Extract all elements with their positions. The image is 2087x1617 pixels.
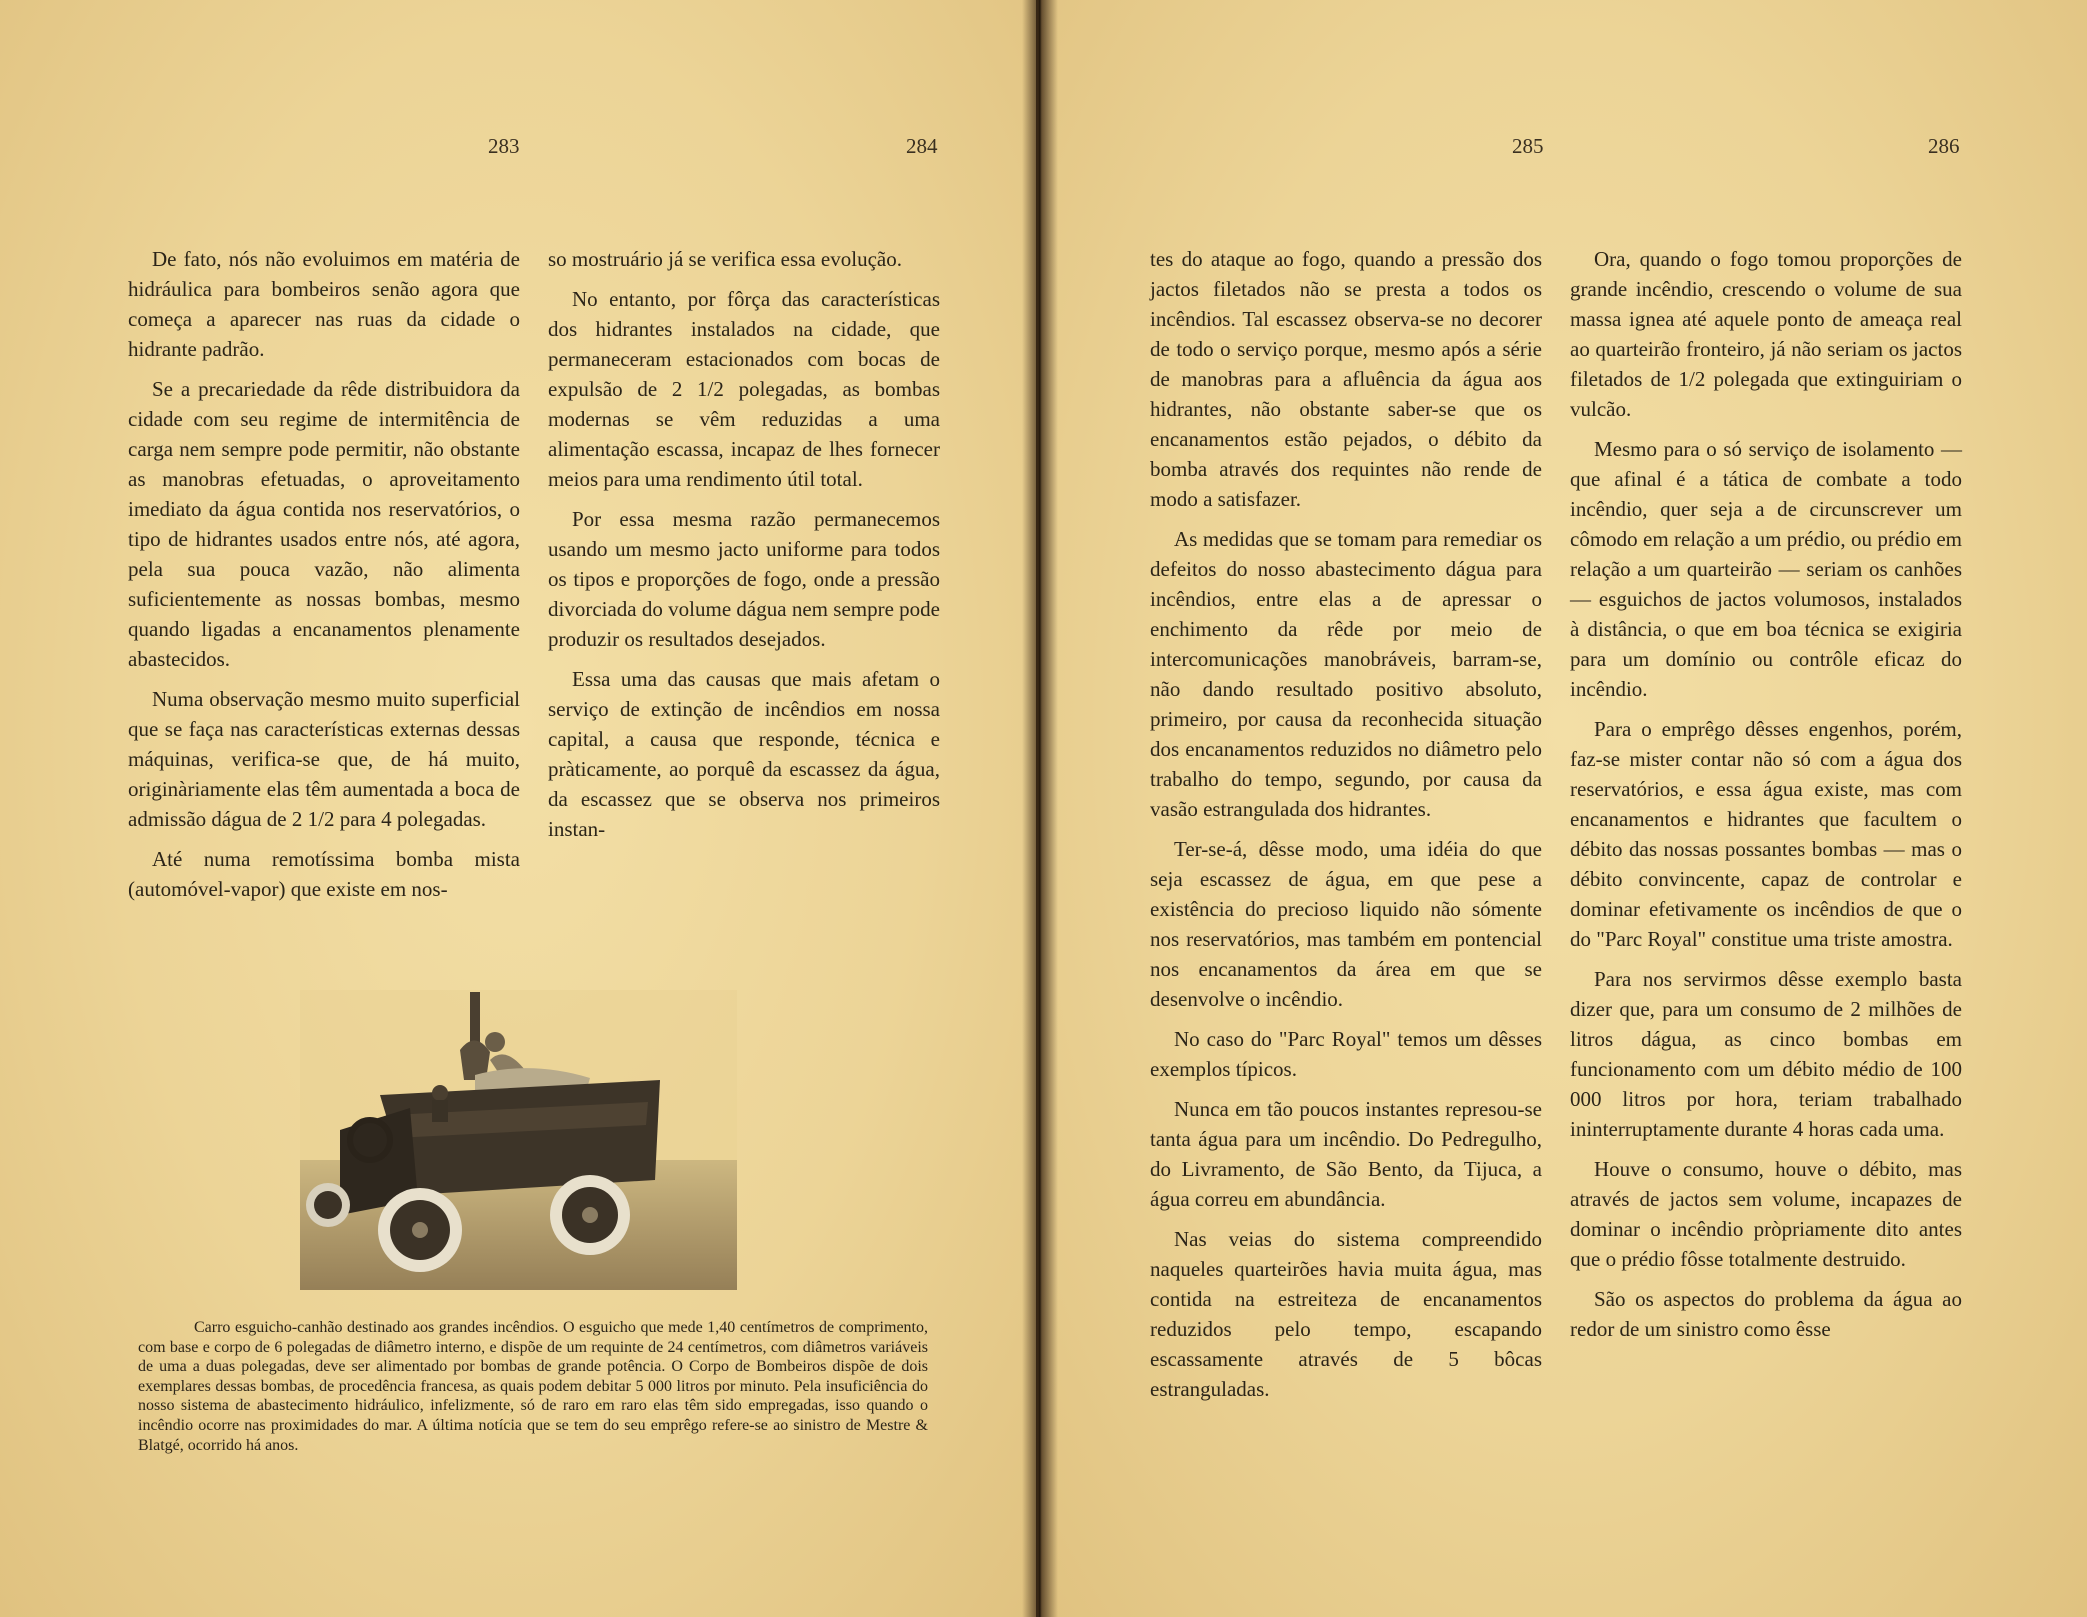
paragraph: Mesmo para o só serviço de isolamento — que afinal é a tática de combate a todo incêndio, quer seja a de circunscrever um cômodo em relação a um prédio, ou prédio em relação a um quarteirão — seriam os canhões — esguichos de jactos volumosos, instalados à distância, o que em boa técnica se exigiria para um domínio ou contrôle eficaz do incêndio. <box>1570 437 1962 701</box>
page-number-283: 283 <box>488 134 520 158</box>
paragraph: No entanto, por fôrça das características dos hidrantes instalados na cidade, que permaneceram estacionados com bocas de expulsão de 2 1/2 polegadas, as bombas modernas se vêm reduzidas a uma alimentação escassa, incapaz de lhes fornecer meios para uma rendimento útil total. <box>548 287 940 491</box>
column-page-286 <box>1570 244 1962 1354</box>
paragraph-continuation: tes do ataque ao fogo, quando a pressão dos jactos filetados não se presta a todos os incêndios. Tal escassez observa-se no decorer de todo o serviço porque, mesmo após a série de manobras para a afluência da água aos hidrantes, não obstante saber-se que os encanamentos estão pejados, o débito da bomba através dos requintes não rende de modo a satisfazer. <box>1150 247 1542 511</box>
paragraph: Nas veias do sistema compreendido naqueles quarteirões havia muita água, mas contida na estreiteza de encanamentos reduzidos pelo tempo, escapando escassamente através de 5 bôcas estranguladas. <box>1150 1227 1542 1401</box>
paragraph: Até numa remotíssima bomba mista (automóvel-vapor) que existe em nos- <box>128 847 520 901</box>
column-page-284 <box>548 244 940 854</box>
page-number-285: 285 <box>1512 134 1544 158</box>
paragraph: De fato, nós não evoluimos em matéria de hidráulica para bombeiros senão agora que começa a aparecer nas ruas da cidade o hidrante padrão. <box>128 247 520 361</box>
column-page-283 <box>128 244 520 914</box>
paragraph: Ora, quando o fogo tomou proporções de grande incêndio, crescendo o volume de sua massa ignea até aquele ponto de ameaça real ao quarteirão fronteiro, já não seriam os jactos filetados de 1/2 polegada que extinguiriam o vulcão. <box>1570 247 1962 421</box>
fire-truck-illustration <box>300 990 737 1290</box>
paragraph: Ter-se-á, dêsse modo, uma idéia do que seja escassez de água, em que pese a existência do precioso liquido não sómente nos reservatórios, mas também em pontencial nos encanamentos da área em que se desenvolve o incêndio. <box>1150 837 1542 1011</box>
book-gutter <box>1022 0 1058 1617</box>
caption-text: Carro esguicho-canhão destinado aos grandes incêndios. O esguicho que mede 1,40 centímetros de comprimento, com base e corpo de 6 polegadas de diâmetro interno, e dispõe de um requinte de 24 centímetros, com diâmetros variáveis de uma a duas polegadas, deve ser alimentado por bombas de grande potência. O Corpo de Bombeiros dispõe de dois exemplares dessas bombas, de procedência francesa, as quais podem debitar 5 000 litros por minuto. Pela insuficiência do nosso sistema de abastecimento hidráulico, infelizmente, só de raro em raro elas têm sido empregadas, isso quando o incêndio ocorre nas proximidades do mar. A última notícia que se tem do seu emprêgo refere-se ao sinistro de Mestre & Blatgé, ocorrido há anos. <box>138 1319 928 1454</box>
paragraph: Por essa mesma razão permanecemos usando um mesmo jacto uniforme para todos os tipos e proporções de fogo, onde a pressão divorciada do volume dágua nem sempre pode produzir os resultados desejados. <box>548 507 940 651</box>
page-number-286: 286 <box>1928 134 1960 158</box>
paragraph: Para o emprêgo dêsses engenhos, porém, faz-se mister contar não só com a água dos reservatórios, e essa água existe, mas com encanamentos e hidrantes que facultem o débito das nossas possantes bombas — mas o débito convincente, capaz de controlar e dominar efetivamente os incêndios de que o do "Parc Royal" constitue uma triste amostra. <box>1570 717 1962 951</box>
figure-caption <box>138 1318 928 1455</box>
page-number-284: 284 <box>906 134 938 158</box>
fire-truck-photo-icon <box>300 990 737 1290</box>
paragraph: Nunca em tão poucos instantes represou-se tanta água para um incêndio. Do Pedregulho, do Livramento, de São Bento, da Tijuca, a água correu em abundância. <box>1150 1097 1542 1211</box>
paragraph: Se a precariedade da rêde distribuidora da cidade com seu regime de intermitência de carga nem sempre pode permitir, não obstante as manobras efetuadas, o aproveitamento imediato da água contida nos reservatórios, o tipo de hidrantes usados entre nós, até agora, pela sua pouca vazão, não alimenta suficientemente as nossas bombas, mesmo quando ligadas a encanamentos plenamente abastecidos. <box>128 377 520 671</box>
paragraph: Houve o consumo, houve o débito, mas através de jactos sem volume, incapazes de dominar o incêndio pròpriamente dito antes que o prédio fôsse totalmente destruido. <box>1570 1157 1962 1271</box>
paragraph: No caso do "Parc Royal" temos um dêsses exemplos típicos. <box>1150 1027 1542 1081</box>
paragraph: Para nos servirmos dêsse exemplo basta dizer que, para um consumo de 2 milhões de litros dágua, as cinco bombas em funcionamento com um débito médio de 100 000 litros por hora, teriam trabalhado ininterruptamente durante 4 horas cada uma. <box>1570 967 1962 1141</box>
paragraph: As medidas que se tomam para remediar os defeitos do nosso abastecimento dágua para incêndios, entre elas a de apressar o enchimento da rêde por meio de intercomunicações manobráveis, barram-se, não dando resultado positivo absoluto, primeiro, por causa da reconhecida situação dos encanamentos reduzidos no diâmetro pelo trabalho do tempo, segundo, por causa da vasão estrangulada dos hidrantes. <box>1150 527 1542 821</box>
paragraph: São os aspectos do problema da água ao redor de um sinistro como êsse <box>1570 1287 1962 1341</box>
column-page-285 <box>1150 244 1542 1414</box>
paragraph: Essa uma das causas que mais afetam o serviço de extinção de incêndios em nossa capital, a causa que responde, técnica e pràticamente, ao porquê da escassez da água, da escassez que se observa nos primeiros instan- <box>548 667 940 841</box>
paragraph-continuation: so mostruário já se verifica essa evolução. <box>548 247 902 271</box>
paragraph: Numa observação mesmo muito superficial que se faça nas características externas dessas máquinas, verifica-se que, de há muito, originàriamente elas têm aumentada a boca de admissão dágua de 2 1/2 para 4 polegadas. <box>128 687 520 831</box>
